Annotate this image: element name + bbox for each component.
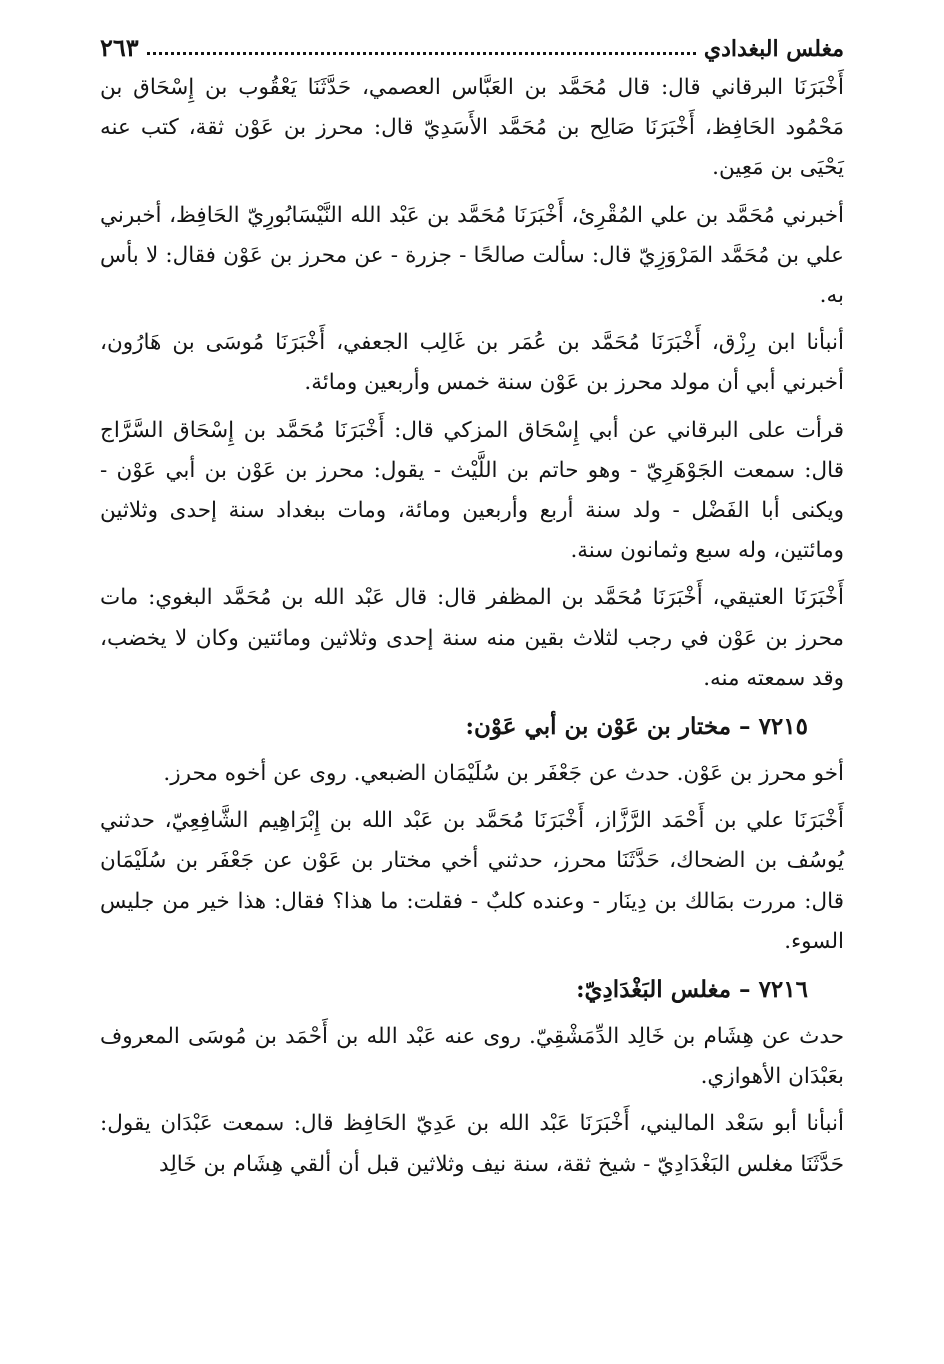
- entry-heading: ٧٢١٦ – مغلس البَغْدَادِيّ:: [576, 976, 808, 1004]
- running-title: مغلس البغدادي: [703, 36, 844, 62]
- paragraph: قرأت على البرقاني عن أبي إِسْحَاق المزكي قال: أَخْبَرَنَا مُحَمَّد بن إِسْحَاق السَّرَّاج قال: سمعت الجَوْهَرِيّ - وهو حاتم بن اللَّيْث - يقول: محرز بن عَوْن بن أبي عَوْن - ويكنى أبا الفَضْل - ولد سنة أربع وأربعين ومائة، ومات ببغداد سنة إحدى وثلاثين ومائتين، وله سبع وثمانون سنة.: [100, 417, 844, 564]
- paragraph: أنبأنا أبو سَعْد الماليني، أَخْبَرَنَا عَبْد الله بن عَدِيّ الحَافِظ قال: سمعت عَبْدَان يقول: حَدَّثَنَا مغلس البَغْدَادِيّ - شيخ ثقة، سنة نيف وثلاثين قبل أن ألقي هِشَام بن خَالِد: [100, 1111, 844, 1177]
- dotted-leader: [147, 52, 696, 55]
- paragraph: أَخْبَرَنَا علي بن أَحْمَد الرَّزَّاز، أَخْبَرَنَا مُحَمَّد بن عَبْد الله بن إِبْرَاهِيم الشَّافِعِيّ، حدثني يُوسُف بن الضحاك، حَدَّثَنَا محرز، حدثني أخي مختار بن عَوْن عن جَعْفَر بن سُلَيْمَان قال: مررت بمَالك بن دِينَار - وعنده كلبٌ - فقلت: ما هذا؟ فقال: هذا خير من جليس السوء.: [100, 808, 844, 954]
- paragraph: أخو محرز بن عَوْن. حدث عن جَعْفَر بن سُلَيْمَان الضبعي. روى عن أخوه محرز.: [163, 761, 844, 787]
- entry-heading: ٧٢١٥ – مختار بن عَوْن بن أبي عَوْن:: [465, 713, 808, 741]
- paragraph: حدث عن هِشَام بن خَالِد الدِّمَشْقِيّ. روى عنه عَبْد الله بن أَحْمَد بن مُوسَى المعروف بعَبْدَان الأهوازي.: [100, 1024, 844, 1090]
- page-header: [100, 28, 844, 62]
- paragraph: أَخْبَرَنَا البرقاني قال: قال مُحَمَّد بن العَبَّاس العصمي، حَدَّثَنَا يَعْقُوب بن إِسْحَاق بن مَحْمُود الحَافِظ، أَخْبَرَنَا صَالِح بن مُحَمَّد الأَسَدِيّ قال: محرز بن عَوْن ثقة، كتب عنه يَحْيَى بن مَعِين.: [100, 75, 844, 181]
- page-body: [100, 68, 844, 1192]
- paragraph: أخبرني مُحَمَّد بن علي المُقْرِئ، أَخْبَرَنَا مُحَمَّد بن عَبْد الله النَّيْسَابُورِيّ الحَافِظ، أخبرني علي بن مُحَمَّد المَرْوَزِيّ قال: سألت صالحًا - جزرة - عن محرز بن عَوْن فقال: لا بأس به.: [100, 202, 844, 309]
- paragraph: أنبأنا ابن رِزْق، أَخْبَرَنَا مُحَمَّد بن عُمَر بن غَالِب الجعفي، أَخْبَرَنَا مُوسَى بن هَارُون، أخبرني أبي أن مولد محرز بن عَوْن سنة خمس وأربعين ومائة.: [100, 330, 844, 396]
- paragraph: أَخْبَرَنَا العتيقي، أَخْبَرَنَا مُحَمَّد بن المظفر قال: قال عَبْد الله بن مُحَمَّد البغوي: مات محرز بن عَوْن في رجب لثلاث بقين منه سنة إحدى وثلاثين ومائتين وكان لا يخضب، وقد سمعته منه.: [100, 585, 844, 691]
- page-number: ٢٦٣: [100, 33, 139, 62]
